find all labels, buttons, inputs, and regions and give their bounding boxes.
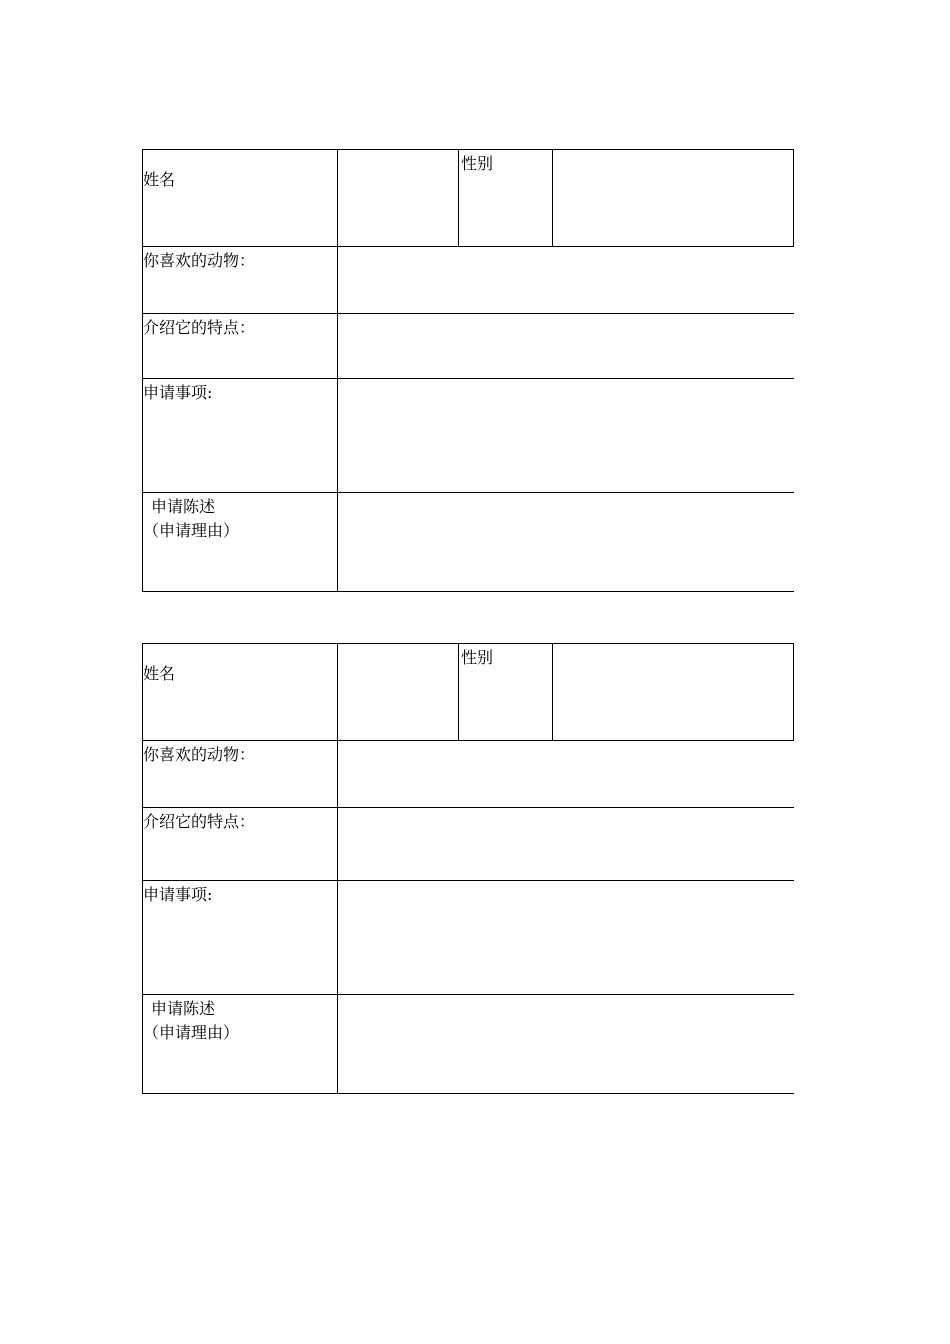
name-label: 姓名 (143, 644, 338, 740)
name-field[interactable] (338, 150, 459, 246)
statement-sub-label: （申请理由） (143, 1023, 240, 1042)
animal-field[interactable] (338, 741, 794, 807)
statement-sub-label: （申请理由） (143, 521, 240, 540)
application-form-1 (142, 149, 794, 592)
feature-row (142, 314, 794, 379)
application-form-2 (142, 643, 794, 1094)
statement-label: 申请陈述 (151, 497, 216, 516)
name-row (142, 643, 794, 741)
apply-row (142, 379, 794, 493)
name-row (142, 149, 794, 247)
apply-field[interactable] (338, 881, 794, 994)
feature-label: 介绍它的特点： (143, 808, 338, 880)
apply-row (142, 881, 794, 995)
statement-label-cell (143, 493, 338, 591)
statement-row (142, 995, 794, 1094)
statement-field[interactable] (338, 493, 794, 591)
animal-row (142, 741, 794, 808)
name-label: 姓名 (143, 150, 338, 246)
animal-label: 你喜欢的动物： (143, 247, 338, 313)
feature-field[interactable] (338, 314, 794, 378)
statement-label-cell (143, 995, 338, 1093)
name-field[interactable] (338, 644, 459, 740)
animal-label: 你喜欢的动物： (143, 741, 338, 807)
gender-label: 性别 (459, 150, 553, 246)
statement-field[interactable] (338, 995, 794, 1093)
apply-label: 申请事项: (143, 379, 338, 492)
apply-field[interactable] (338, 379, 794, 492)
animal-field[interactable] (338, 247, 794, 313)
feature-row (142, 808, 794, 881)
animal-row (142, 247, 794, 314)
statement-row (142, 493, 794, 592)
gender-field[interactable] (553, 644, 794, 740)
apply-label: 申请事项: (143, 881, 338, 994)
gender-field[interactable] (553, 150, 794, 246)
feature-field[interactable] (338, 808, 794, 880)
statement-label: 申请陈述 (151, 999, 216, 1018)
gender-label: 性别 (459, 644, 553, 740)
feature-label: 介绍它的特点： (143, 314, 338, 378)
